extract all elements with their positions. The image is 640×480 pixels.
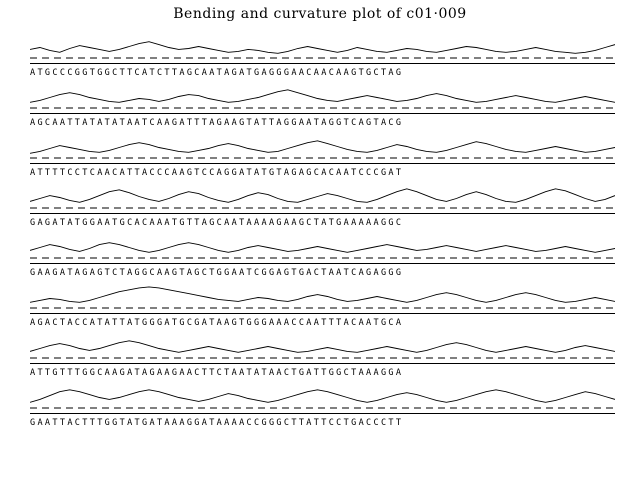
curvature-panel [0, 82, 640, 132]
sequence-text: AGACTACCATATTATGGGATGCGATAAGTGGGAAACCAATTTACAATGCA [30, 318, 404, 328]
sequence-text: AGCAATTATATATAATCAAGATTTAGAAGTATTAGGAATAGGTCAGTACG [30, 118, 404, 128]
curvature-panel [0, 382, 640, 432]
sequence-text: ATTGTTTGGCAAGATAGAAGAACTTCTAATATAACTGATTGGCTAAAGGA [30, 368, 404, 378]
sequence-text: GAATTACTTTGGTATGATAAAGGATAAAACCGGGCTTATTCCTGACCCTT [30, 418, 404, 428]
curvature-panel [0, 32, 640, 82]
curvature-trace [30, 282, 615, 315]
curvature-trace [30, 82, 615, 115]
curvature-trace [30, 382, 615, 415]
curvature-trace [30, 182, 615, 215]
curvature-panel [0, 282, 640, 332]
curvature-panel [0, 232, 640, 282]
curvature-trace [30, 32, 615, 65]
plot-panels [0, 32, 640, 432]
sequence-text: GAAGATAGAGTCTAGGCAAGTAGCTGGAATCGGAGTGACTAATCAGAGGG [30, 268, 404, 278]
curvature-panel [0, 182, 640, 232]
page-title: Bending and curvature plot of c01·009 [173, 6, 467, 22]
sequence-text: ATGCCCGGTGGCTTCATCTTAGCAATAGATGAGGGAACAACAAGTGCTAG [30, 68, 404, 78]
curvature-trace [30, 332, 615, 365]
curvature-trace [30, 132, 615, 165]
curvature-trace [30, 232, 615, 265]
sequence-text: GAGATATGGAATGCACAAATGTTAGCAATAAAAGAAGCTATGAAAAAGGC [30, 218, 404, 228]
curvature-panel [0, 332, 640, 382]
curvature-panel [0, 132, 640, 182]
sequence-text: ATTTTCCTCAACATTACCCAAGTCCAGGATATGTAGAGCACAATCCCGAT [30, 168, 404, 178]
